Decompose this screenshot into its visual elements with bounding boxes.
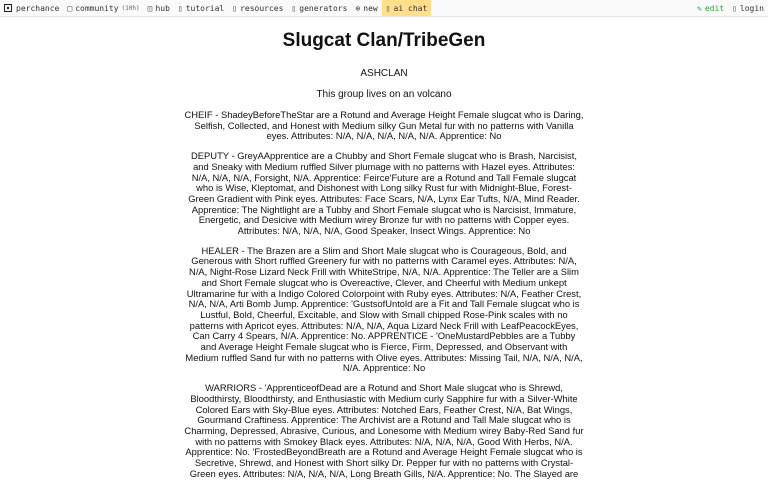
plus-circle-icon: ⊕ <box>355 3 361 13</box>
nav-left-group <box>0 0 431 16</box>
robot-icon: ▯ <box>385 3 391 13</box>
grid-icon: ◫ <box>147 3 153 13</box>
dice-icon: ▯ <box>291 3 297 13</box>
clan-name: ASHCLAN <box>360 68 408 79</box>
nav-ai-chat-link[interactable] <box>382 0 432 16</box>
nav-tutorial-label: tutorial <box>185 3 225 13</box>
nav-community-label: community <box>75 3 119 13</box>
chat-bubble-icon: □ <box>67 3 73 13</box>
warriors-section: WARRIORS - 'ApprenticeofDead are a Rotund and Short Male slugcat who is Shrewd, Bloodthirsty, Bloodthirsty, and Enthusiastic with Medium curly Sapphire fur with a Silver-White Colored Ears with Sky-Blue eyes. Attributes: Notched Ears, Feather Crest, N/A, Bat Wings, Gourmand Craftiness. Apprentice: The Archivist are a Rotund and Tall Male slugcat who is Charming, Depressed, Abrasive, Curious, and Lonesome with Medium wirey Baby-Red Sand fur with no patterns with Smokey Black eyes. Attributes: N/A, N/A, N/A, Good With Herbs, N/A. Apprentice: No. 'FrostedBeyondBreath are a Rotund and Average Height Female slugcat who is Secretive, Shrewd, and Honest with Short silky Dr. Pepper fur with no patterns with Crystal-Green eyes. Attributes: N/A, N/A, N/A, Long Breath Gills, N/A. Apprentice: No. The Slayed are <box>184 382 584 479</box>
user-icon: ▯ <box>732 3 737 13</box>
nav-right-group <box>693 0 768 16</box>
nav-generators-link[interactable] <box>287 0 351 16</box>
folder-icon: ▯ <box>232 3 238 13</box>
deputy-section: DEPUTY - GreyAApprentice are a Chubby and Short Female slugcat who is Brash, Narcisist, and Sneaky with Medium ruffled Silver plumage with no patterns with Hazel eyes. Attributes: N/A, N/A, N/A, Forsight, N/A. Apprentice: Feirce'Future are a Rotund and Tall Female slugcat who is Wise, Kleptomat, and Dishonest with Long silky Rust fur with Midnight-Blue, Forest-Green Gradient with Pink eyes. Attributes: Face Scars, N/A, Lynx Ear Tufts, N/A, Mind Reader. Apprentice: The Nightlight are a Tubby and Short Female slugcat who is Narcisist, Immature, Energetic, and Desicive with Medium wirey Bronze fur with no patterns with Copper eyes. Attributes: N/A, N/A, N/A, Good Speaker, Insect Wings. Apprentice: No <box>188 150 580 237</box>
nav-new-link[interactable] <box>351 0 381 16</box>
nav-brand-link[interactable] <box>0 0 63 16</box>
community-activity-badge: (10h) <box>121 4 140 12</box>
nav-brand-label: perchance <box>16 3 60 13</box>
nav-tutorial-link[interactable] <box>174 0 228 16</box>
clan-location: This group lives on an volcano <box>316 89 452 100</box>
nav-ai-chat-label: ai chat <box>393 3 428 13</box>
perchance-logo-icon <box>4 4 12 12</box>
book-icon: ▯ <box>177 3 183 13</box>
cheif-section: CHEIF - ShadeyBeforeTheStar are a Rotund and Average Height Female slugcat who is Daring, Selfish, Collected, and Honest with Medium silky Gun Metal fur with no patterns with Vanilla eyes. Attributes: N/A, N/A, N/A, N/A, N/A. Apprentice: No <box>184 109 584 142</box>
nav-edit-label: edit <box>704 3 725 13</box>
nav-edit-link[interactable] <box>693 0 728 16</box>
page-title: Slugcat Clan/TribeGen <box>282 30 486 51</box>
nav-community-link[interactable] <box>63 0 143 16</box>
top-navigation-bar <box>0 0 768 17</box>
nav-generators-label: generators <box>299 3 348 13</box>
nav-hub-link[interactable] <box>144 0 174 16</box>
generator-output <box>184 30 584 480</box>
nav-resources-link[interactable] <box>228 0 287 16</box>
nav-login-label: login <box>739 3 764 13</box>
pencil-icon: ✎ <box>696 3 702 13</box>
healer-section: HEALER - The Brazen are a Slim and Short Male slugcat who is Courageous, Bold, and Generous with Short ruffled Greenery fur with no patterns with Caramel eyes. Attributes: N/A, N/A, Night-Rose Lizard Neck Frill with WhiteStripe, N/A, N/A. Apprentice: The Teller are a Slim and Short Female slugcat who is Overeactive, Clever, and Cheerful with Medium unkept Ultramarine fur with a Indigo Colored Colorpoint with Ruby eyes. Attributes: N/A, Feather Crest, N/A, N/A, Arti Bomb Jump. Apprentice: 'GustsofUntold are a Fit and Tall Female slugcat who is Lustful, Bold, Cheerful, Excitable, and Slow with Small chipped Rose-Pink scales with no patterns with Apricot eyes. Attributes: N/A, N/A, Aqua Lizard Neck Frill with LeafPeacockEyes, Can Carry 4 Spears, N/A. Apprentice: No. APPRENTICE - 'OneMustardPebbles are a Tubby and Average Height Female slugcat who is Fierce, Firm, Depressed, and Observant with Medium ruffled Sand fur with no patterns with Olive eyes. Attributes: Missing Tail, N/A, N/A, N/A, N/A. Apprentice: No <box>185 244 583 374</box>
nav-new-label: new <box>363 3 378 13</box>
nav-resources-label: resources <box>240 3 284 13</box>
nav-login-link[interactable] <box>728 0 768 16</box>
nav-hub-label: hub <box>155 3 170 13</box>
